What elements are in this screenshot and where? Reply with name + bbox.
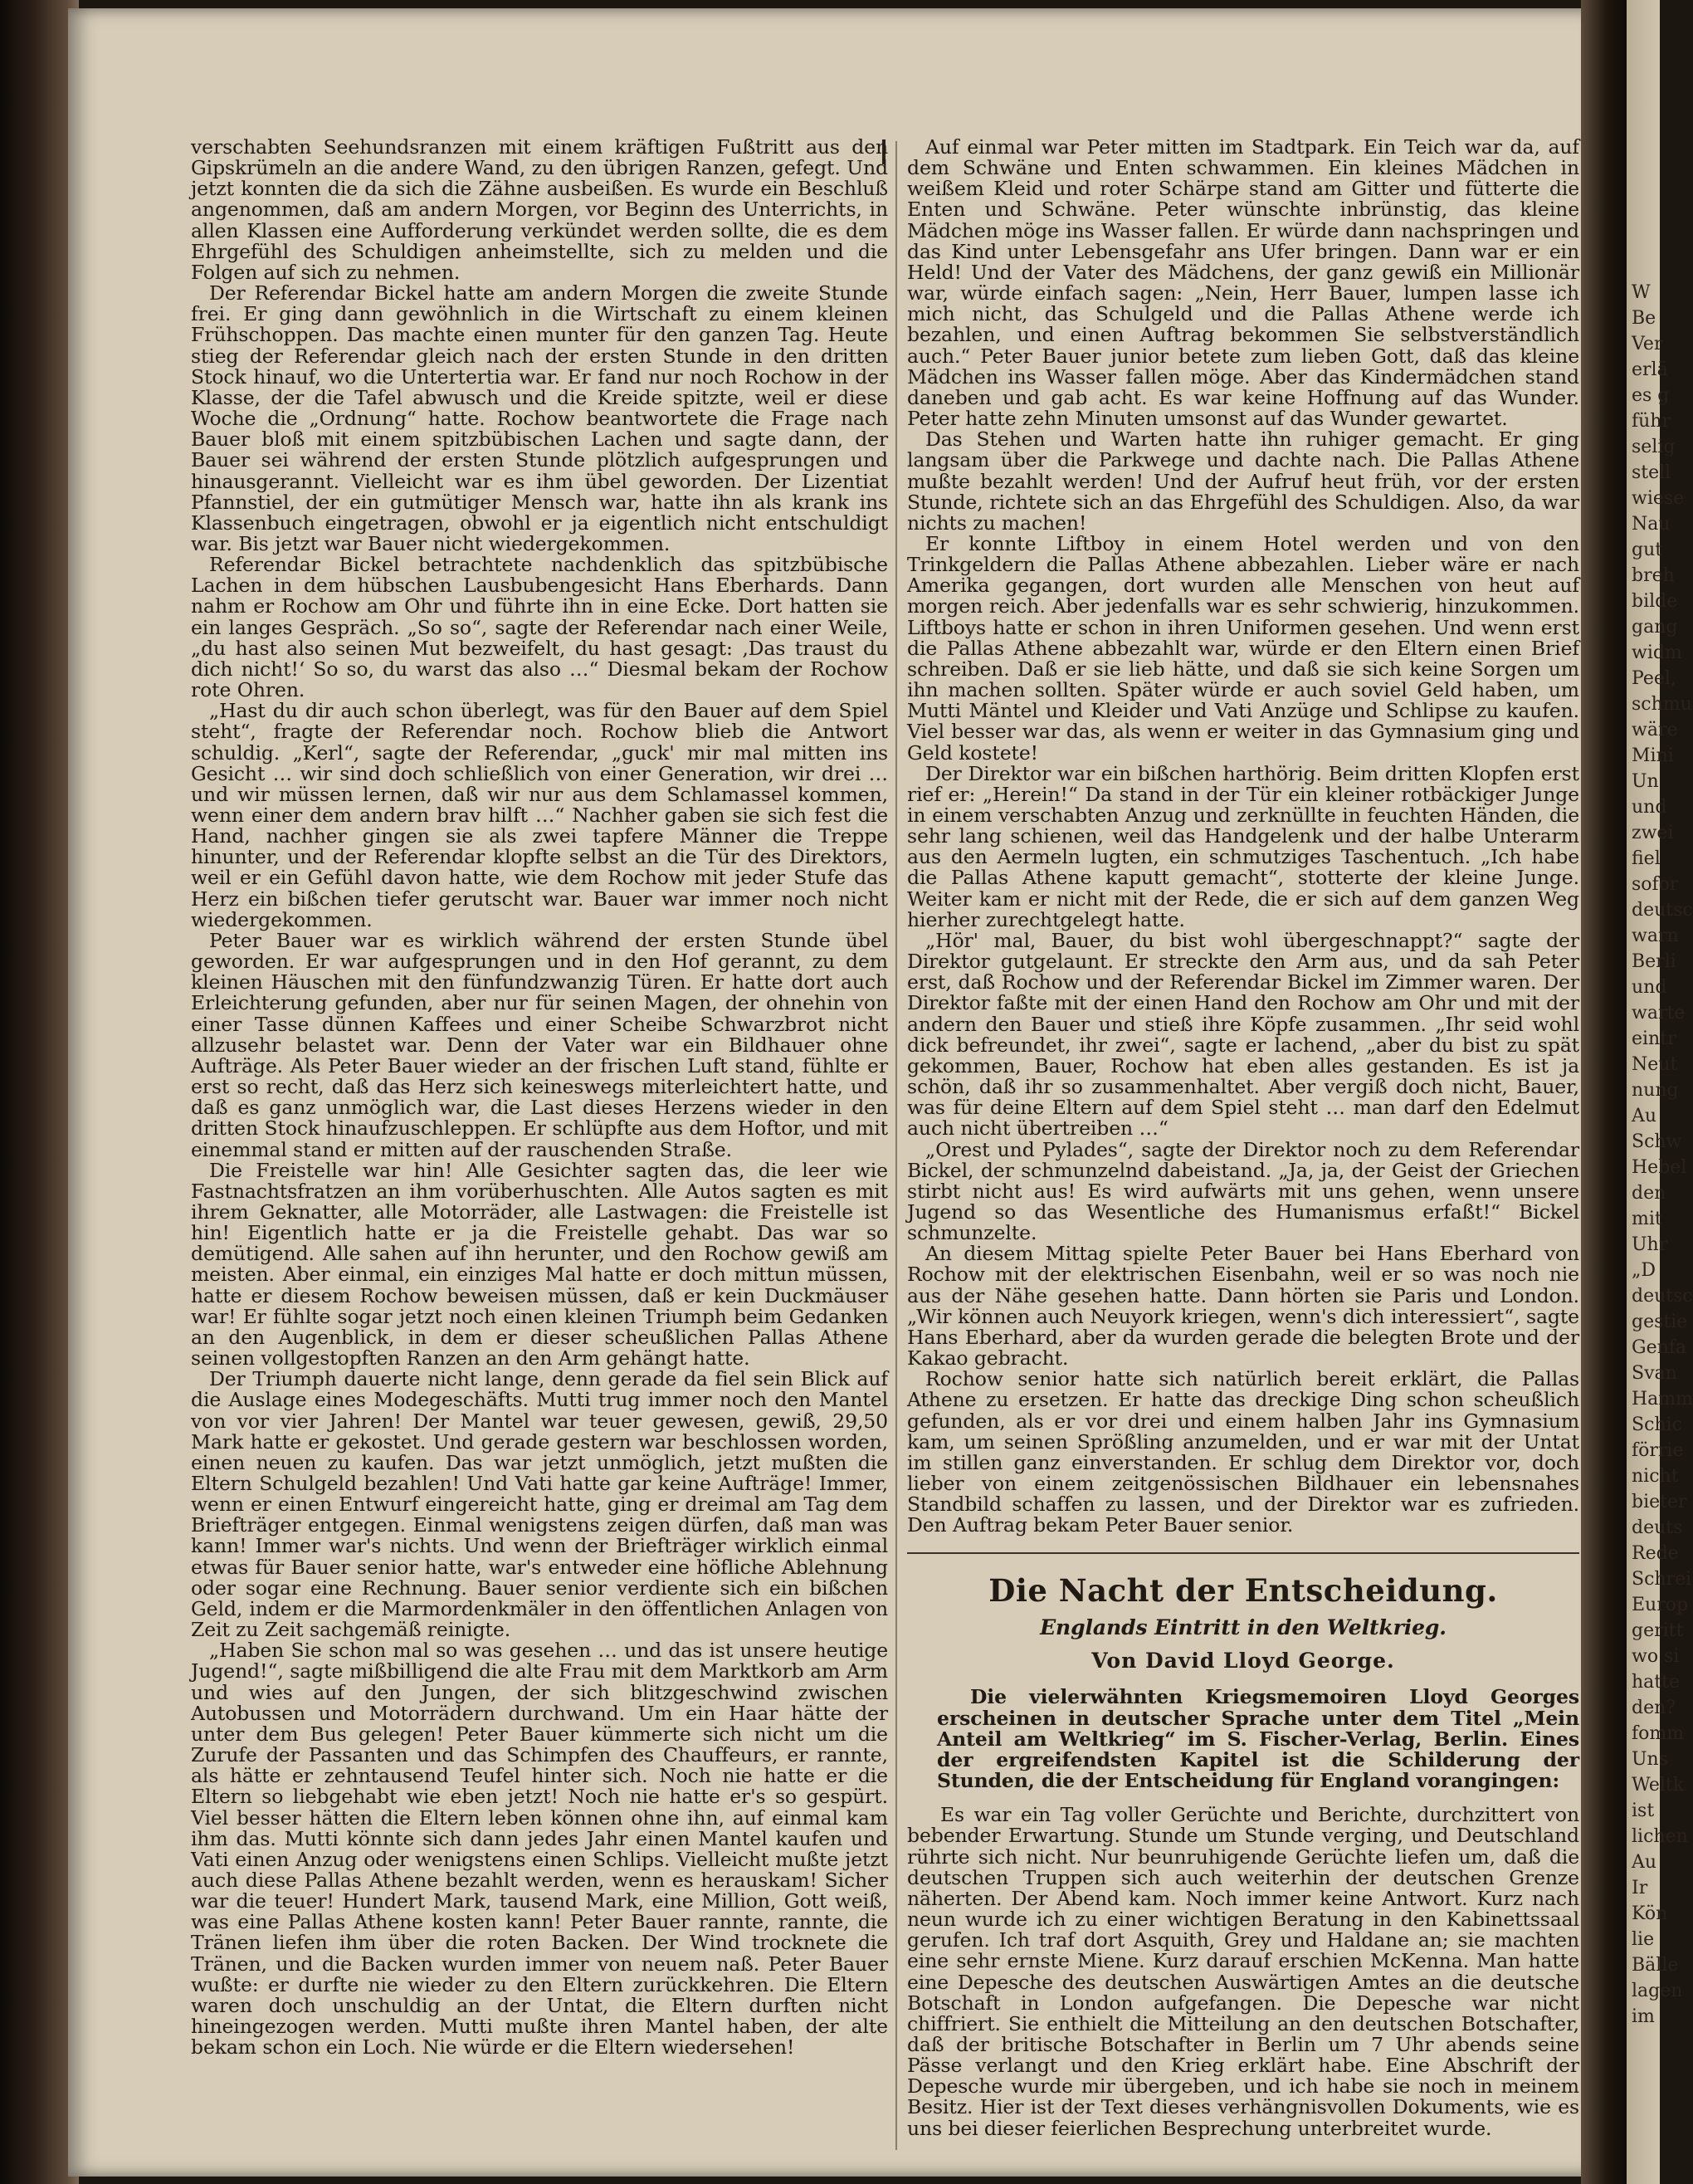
adjacent-page-word: Schrei (1632, 1569, 1692, 1590)
adjacent-page-word: Uns (1632, 1749, 1668, 1770)
story-paragraph: Peter Bauer war es wirklich während der ersten Stunde übel geworden. Er war aufgesprungen und in den Hof gerannt, zu dem kleinen Häuschen mit den fünfundzwanzig Türen. Er hatte dort auch Erleichterung gefunden, aber nur für seinen Magen, der ohnehin von einer Tasse dünnen Kaffees und einer Scheibe Schwarzbrot nicht allzusehr belastet war. Denn der Vater war ein Bildhauer ohne Aufträge. Als Peter Bauer wieder an der frischen Luft stand, fühlte er erst so recht, daß das Herz sich keineswegs miterleichtert hatte, und daß es ganz unmöglich war, die Last dieses Herzens wieder in den dritten Stock hinaufzuschleppen. Er schlüpfte aus dem Hoftor, und mit einemmal stand er mitten auf der rauschenden Straße. (191, 928, 888, 1161)
adjacent-page-word: deuts (1632, 1517, 1683, 1538)
adjacent-page-word: und (1632, 797, 1667, 818)
adjacent-page-word: Hebel (1632, 1157, 1687, 1178)
adjacent-page-word: warn (1632, 926, 1679, 946)
adjacent-page-word: hatte (1632, 1672, 1680, 1693)
story-paragraph: „Hast du dir auch schon überlegt, was für den Bauer auf dem Spiel steht“, fragte der Referendar noch. Rochow blieb die Antwort schuldig. „Kerl“, sagte der Referendar, „guck' mir mal mitten ins Gesicht … wir sind doch schließlich von einer Generation, wir drei … und wir müssen lernen, daß wir nur aus dem Schlamassel kommen, wenn einer dem andern brav hilft …“ Nachher gaben sie sich fest die Hand, nachher gingen sie als zwei tapfere Männer die Treppe hinunter, und der Referendar klopfte selbst an die Tür des Direktors, weil er ein Gefühl davon hatte, wie dem Rochow mit jeder Stufe das Herz ein bißchen tiefer gerutscht war. Bauer war immer noch nicht wiedergekommen. (191, 699, 888, 931)
story-paragraph: Er konnte Liftboy in einem Hotel werden und von den Trinkgeldern die Pallas Athene abbezahlen. Lieber wäre er nach Amerika gegangen, dort wurden alle Menschen von heut auf morgen reich. Aber jedenfalls war es sehr schwierig, hinzukommen. Liftboys hatte er schon in ihren Uniformen gesehen. Und wenn erst die Pallas Athene abbezahlt war, würde er den Eltern einen Brief schreiben. Daß er sie lieb hätte, und daß sie sich keine Sorgen um ihn machen sollten. Später würde er auch soviel Geld haben, um Mutti Mäntel und Kleider und Vati Anzüge und Schlipse zu kaufen. Viel besser war das, als wenn er weiter in das Gymnasium ging und Geld kostete! (907, 531, 1579, 765)
adjacent-page-word: Weltk (1632, 1775, 1685, 1796)
article-intro (907, 1687, 1579, 1791)
adjacent-page-word: Ir (1632, 1878, 1648, 1898)
story-paragraph: „Orest und Pylades“, sagte der Direktor noch zu dem Referendar Bickel, der schmunzelnd dabeistand. „Ja, ja, der Geist der Griechen stirbt nicht aus! Es wird aufwärts mit uns gehen, wenn unsere Jugend so das Wesentliche des Humanismus erfaßt!“ Bickel schmunzelte. (907, 1137, 1579, 1245)
article-body-text: Es war ein Tag voller Gerüchte und Berichte, durchzittert von bebender Erwartung. Stunde um Stunde verging, und Deutschland rührte sich nicht. Nur beunruhigende Gerüchte liefen um, daß die deutschen Truppen sich auch weiterhin der deutschen Grenze näherten. Der Abend kam. Noch immer keine Antwort. Kurz nach neun wurde ich zu einer wichtigen Beratung in den Kabinettssaal gerufen. Ich traf dort Asquith, Grey und Haldane an; sie machten eine sehr ernste Miene. Kurz darauf erschien McKenna. Man hatte eine Depesche des deutschen Auswärtigen Amtes an die deutsche Botschaft in London aufgefangen. Die Depesche war nicht chiffriert. Sie enthielt die Mitteilung an den deutschen Botschafter, daß der britische Botschafter in Berlin um 7 Uhr abends seine Pässe verlangt und den Krieg erklärt habe. Eine Abschrift der Depesche wurde mir übergeben, und ich habe sie noch in meinem Besitz. Hier ist der Text dieses verhängnisvollen Dokuments, wie es uns bei dieser feierlichen Besprechung unterbreitet wurde. (907, 1803, 1579, 2140)
adjacent-page-word: eintr (1632, 1028, 1676, 1049)
adjacent-page-word: stell (1632, 462, 1671, 483)
story-paragraph: Auf einmal war Peter mitten im Stadtpark. Ein Teich war da, auf dem Schwäne und Enten schwammen. Ein kleines Mädchen in weißem Kleid und roter Schärpe stand am Gitter und fütterte die Enten und Schwäne. Peter wünschte inbrünstig, das kleine Mädchen möge ins Wasser fallen. Er würde dann nachspringen und das Kind unter Lebensgefahr ans Ufer bringen. Dann war er ein Held! Und der Vater des Mädchens, der ganz gewiß ein Millionär war, würde einfach sagen: „Nein, Herr Bauer, lumpen lasse ich mich nicht, das Schulgeld und die Pallas Athene werde ich bezahlen, und einen Auftrag bekommen Sie selbstverständlich auch.“ Peter Bauer junior betete zum lieben Gott, daß das kleine Mädchen ins Wasser fallen möge. Aber das Kindermädchen stand daneben und gab acht. Es war keine Hoffnung auf das Wunder. Peter hatte zehn Minuten umsonst auf das Wunder gewartet. (907, 135, 1579, 431)
adjacent-page-word: führ (1632, 411, 1671, 432)
adjacent-page-word: sofor (1632, 874, 1679, 895)
adjacent-page-word: erlä (1632, 359, 1668, 380)
adjacent-page-word: Genfa (1632, 1337, 1687, 1358)
adjacent-page-word: Nau (1632, 514, 1671, 535)
adjacent-page-word: es g (1632, 385, 1670, 406)
adjacent-page-word: Svan (1632, 1363, 1677, 1384)
adjacent-page-word: mit (1632, 1209, 1662, 1229)
adjacent-page-word: gut (1632, 540, 1663, 560)
adjacent-page-word: und (1632, 977, 1667, 998)
story-paragraph: Rochow senior hatte sich natürlich bereit erklärt, die Pallas Athene zu ersetzen. Er hatte das dreckige Ding schon scheußlich gefunden, als er vor drei und einem halben Jahr ins Gymnasium kam, um seinen Sprößling anzumelden, und er war mit der Untat im stillen ganz einverstanden. Er schlug dem Direktor vor, doch lieber von einem zeitgenössischen Bildhauer ein lebensnahes Standbild schaffen zu lassen, und der Direktor war es zufrieden. Den Auftrag bekam Peter Bauer senior. (907, 1367, 1579, 1537)
adjacent-page-word: warte (1632, 1003, 1686, 1024)
left-column (191, 137, 888, 2058)
adjacent-page-word: Un (1632, 771, 1659, 792)
article-byline: Von David Lloyd George. (1091, 1649, 1395, 1673)
adjacent-page-word: geritt (1632, 1620, 1684, 1641)
section-rule (907, 1552, 1579, 1554)
adjacent-page-word: Uhr (1632, 1234, 1668, 1255)
adjacent-page-word: Be (1632, 308, 1656, 329)
story-paragraph: „Hör' mal, Bauer, du bist wohl übergeschnappt?“ sagte der Direktor gutgelaunt. Er streckte den Arm aus, und da sah Peter erst, daß Rochow und der Referendar Bickel im Zimmer waren. Der Direktor faßte mit der einen Hand den Rochow am Ohr und mit der andern den Bauer und stieß ihre Köpfe zusammen. „Ihr seid wohl dick befreundet, ihr zwei“, sagte er lachend, „aber du bist zu spät gekommen, Bauer, Rochow hat eben alles gestanden. Es ist ja schön, daß ihr so zusammenhaltet. Aber vergiß doch nicht, Bauer, was für deine Eltern auf dem Spiel steht … man darf den Edelmut auch nicht übertreiben …“ (907, 928, 1579, 1141)
adjacent-page-word: förrie (1632, 1440, 1684, 1461)
adjacent-page-word: bieter (1632, 1492, 1687, 1512)
adjacent-page-word: wiese (1632, 488, 1685, 509)
article-intro-text: Die vielerwähnten Kriegsmemoiren Lloyd Georges erscheinen in deutscher Sprache unter dem Titel „Mein Anteil am Weltkrieg“ im S. Fischer-Verlag, Berlin. Eines der ergreifendsten Kapitel ist die Schilderung der Stunden, die der Entscheidung für England vorangingen: (937, 1685, 1579, 1793)
adjacent-page-word: lichen (1632, 1826, 1688, 1847)
story-paragraph: Die Freistelle war hin! Alle Gesichter sagten das, die leer wie Fastnachtsfratzen an ihm vorüberhuschten. Alle Autos sagten es mit ihrem Geknatter, alle Motorräder, alle Lastwagen: die Freistelle ist hin! Eigentlich hatte er ja die Freistelle gehabt. Das war so demütigend. Alle sahen auf ihn herunter, und den Rochow gewiß am meisten. Aber einmal, ein einziges Mal hatte er doch mittun müssen, hatte er diesem Rochow beweisen müssen, daß er kein Duckmäuser war! Er fühlte sogar jetzt noch einen kleinen Triumph beim Gedanken an den Augenblick, in dem er dieser scheußlichen Pallas Athene seinen vollgestopften Ranzen an den Arm gehängt hatte. (191, 1158, 888, 1370)
adjacent-page-word: wo si (1632, 1646, 1680, 1667)
adjacent-page-word: Bälle (1632, 1955, 1679, 1976)
adjacent-page-word: Berli (1632, 951, 1676, 972)
adjacent-page-word: wäre (1632, 720, 1678, 740)
adjacent-page-word: nicht (1632, 1466, 1679, 1487)
adjacent-page-word: ist (1632, 1800, 1655, 1821)
adjacent-page-word: breh (1632, 565, 1675, 586)
adjacent-page-word: deutsc (1632, 900, 1693, 921)
adjacent-page-word: Schic (1632, 1414, 1682, 1435)
adjacent-page-word: Ver (1632, 334, 1663, 354)
story-paragraph: „Haben Sie schon mal so was gesehen … und das ist unsere heutige Jugend!“, sagte mißbilligend die alte Frau mit dem Marktkorb am Arm und wies auf den Jungen, der sich blitzgeschwind zwischen Autobussen und Motorrädern durchwand. Um ein Haar hätte der unter dem Bus gelegen! Peter Bauer kümmerte sich nicht um die Zurufe der Passanten und das Schimpfen des Chauffeurs, er rannte, als hätte er zehntausend Teufel hinter sich. Noch nie hatte er die Eltern so liebgehabt wie eben jetzt! Noch nie hatte er's so gespürt. Viel besser hätten die Eltern leben können ohne ihn, auf einmal kam ihm das. Mutti könnte sich dann jedes Jahr einen Mantel kaufen und Vati einen Anzug oder wenigstens einen Schlips. Vielleicht mußte jetzt auch diese Pallas Athene bezahlt werden, wenn es herauskam! Sicher war die teuer! Hundert Mark, tausend Mark, eine Million, Gott weiß, was eine Pallas Athene kosten kann! Peter Bauer rannte, rannte, die Tränen liefen ihm über die roten Backen. Der Wind trocknete die Tränen, und die Backen wurden immer von neuem naß. Peter Bauer wußte: er durfte nie wieder zu den Eltern zurückkehren. Die Eltern waren doch unschuldig an der Untat, die Eltern durften nicht hineingezogen werden. Mutti mußte ihren Mantel haben, der alte bekam schon ein Loch. Nie würde er die Eltern wiedersehen! (191, 1639, 888, 2059)
adjacent-page-word: W (1632, 282, 1651, 303)
adjacent-page-word: gestie (1632, 1312, 1688, 1332)
adjacent-page-word: Au (1632, 1852, 1657, 1873)
adjacent-page-word: gang (1632, 617, 1678, 638)
adjacent-page-word: Peel, (1632, 668, 1676, 689)
adjacent-page-word: den? (1632, 1698, 1676, 1718)
adjacent-page-word: selig (1632, 437, 1676, 457)
adjacent-page-word: widm (1632, 642, 1682, 663)
story-paragraph: Das Stehen und Warten hatte ihn ruhiger gemacht. Er ging langsam über die Parkwege und dachte nach. Die Pallas Athene mußte bezahlt werden! Und der Aufruf heut früh, vor der ersten Stunde, richtete sich an das Ehrgefühl des Schuldigen. Also, da war nichts zu machen! (907, 428, 1579, 535)
adjacent-page-word: bilde (1632, 591, 1678, 612)
page-gutter (1581, 0, 1627, 2184)
adjacent-page-word: fomm (1632, 1723, 1685, 1744)
story-paragraph: Der Triumph dauerte nicht lange, denn gerade da fiel sein Blick auf die Auslage eines Modegeschäfts. Mutti trug immer noch den Mantel von vor vier Jahren! Der Mantel war teuer gewesen, gewiß, 29,50 Mark hatte er gekostet. Und gerade gestern war beschlossen worden, einen neuen zu kaufen. Das war jetzt unmöglich, jetzt mußten die Eltern Schulgeld bezahlen! Und Vati hatte gar keine Aufträge! Immer, wenn er einen Entwurf eingereicht hatte, ging er dreimal am Tag dem Briefträger entgegen. Einmal wenigstens zeigen dürfen, daß man was kann! Immer war's nichts. Und wenn der Briefträger wirklich einmal etwas für Bauer senior hatte, war's entweder eine höfliche Ablehnung oder sogar eine Rechnung. Bauer senior verdiente sich ein bißchen Geld, indem er die Marmordenkmäler in den öffentlichen Anlagen von Zeit zu Zeit sachgemäß reinigte. (191, 1367, 888, 1642)
article-headline: Die Nacht der Entscheidung. (988, 1572, 1498, 1610)
right-column (907, 137, 1579, 2139)
story-paragraph: An diesem Mittag spielte Peter Bauer bei Hans Eberhard von Rochow mit der elektrischen Eisenbahn, weil er so was noch nie aus der Nähe gesehen hatte. Dann hörten sie Paris und London. „Wir können auch Neuyork kriegen, wenn's dich interessiert“, sagte Hans Eberhard, aber da wurden gerade die belegten Brote und der Kakao gebracht. (907, 1242, 1579, 1370)
adjacent-page-word: Au (1632, 1106, 1657, 1126)
adjacent-page-word: Schw (1632, 1131, 1682, 1152)
adjacent-page-word: den (1632, 1183, 1666, 1204)
adjacent-page-word: nung (1632, 1080, 1679, 1101)
book-binding-edge (0, 0, 79, 2184)
adjacent-page-word: deutsc (1632, 1286, 1693, 1307)
article-body (907, 1805, 1579, 2139)
story-paragraph: Referendar Bickel betrachtete nachdenklich das spitzbübische Lachen in dem hübschen Lausbubengesicht Hans Eberhards. Dann nahm er Rochow am Ohr und führte ihn in eine Ecke. Dort hatten sie ein langes Gespräch. „So so“, sagte der Referendar nach einer Weile, „du hast also seinen Mut bezweifelt, du hast gesagt: ‚Das traust du dich nicht!‘ So so, du warst das also …“ Diesmal bekam der Rochow rote Ohren. (191, 553, 888, 702)
adjacent-page-word: schmu (1632, 694, 1692, 715)
adjacent-page-word: lie (1632, 1929, 1655, 1950)
adjacent-page-fragment (1627, 0, 1693, 2184)
adjacent-page-word: Europ (1632, 1595, 1689, 1615)
adjacent-page-word: im (1632, 2006, 1655, 2027)
adjacent-page-word: fiel (1632, 848, 1661, 869)
adjacent-page-word: Kön (1632, 1903, 1668, 1924)
adjacent-page-word: lagen (1632, 1981, 1683, 2001)
adjacent-page-word: Hamm (1632, 1389, 1693, 1410)
story-paragraph: Der Direktor war ein bißchen harthörig. Beim dritten Klopfen erst rief er: „Herein!“ Da stand in der Tür ein kleiner rotbäckiger Junge in einem verschabten Anzug und zerknüllte in feuchten Händen, die sehr lang schienen, weil das Handgelenk und der halbe Unterarm aus den Aermeln lugten, ein schmutziges Taschentuch. „Ich habe die Pallas Athene kaputt gemacht“, stotterte der kleine Junge. Weiter kam er nicht mit der Rede, die er sich auf dem ganzen Weg hierher zurechtgelegt hatte. (907, 761, 1579, 931)
column-divider (895, 141, 897, 2150)
story-paragraph: verschabten Seehundsranzen mit einem kräftigen Fußtritt aus den Gipskrümeln an die andere Wand, zu den übrigen Ranzen, gefegt. Und jetzt konnten die da sich die Zähne ausbeißen. Es wurde ein Beschluß angenommen, daß am andern Morgen, vor Beginn des Unterrichts, in allen Klassen eine Aufforderung verkündet werden sollte, die es dem Ehrgefühl des Schuldigen anheimstellte, sich zu melden und die Folgen auf sich zu nehmen. (191, 135, 888, 284)
adjacent-page-word: Neut (1632, 1054, 1678, 1075)
article-subheadline: Englands Eintritt in den Weltkrieg. (1040, 1615, 1447, 1640)
adjacent-page-word: Mini (1632, 745, 1674, 766)
adjacent-page-word: Rede (1632, 1543, 1679, 1564)
story-paragraph: Der Referendar Bickel hatte am andern Morgen die zweite Stunde frei. Er ging dann gewöhnlich in die Wirtschaft zu einem kleinen Frühschoppen. Das machte einen munter für den ganzen Tag. Heute stieg der Referendar gleich nach der ersten Stunde in den dritten Stock hinauf, wo die Untertertia war. Er fand nur noch Rochow in der Klasse, der die Tafel abwusch und die Kreide spitzte, weil er diese Woche die „Ordnung“ hatte. Rochow beantwortete die Frage nach Bauer bloß mit einem spitzbübischen Lachen und sagte dann, der Bauer sei während der ersten Stunde plötzlich aufgesprungen und hinausgerannt. Vielleicht war es ihm übel geworden. Der Lizentiat Pfannstiel, der ein gutmütiger Mensch war, hatte ihn als krank ins Klassenbuch eingetragen, obwohl er ja eigentlich nicht entschuldigt war. Bis jetzt war Bauer nicht wiedergekommen. (191, 281, 888, 555)
adjacent-page-word: zwei (1632, 823, 1674, 843)
adjacent-page-word: „D (1632, 1260, 1656, 1281)
